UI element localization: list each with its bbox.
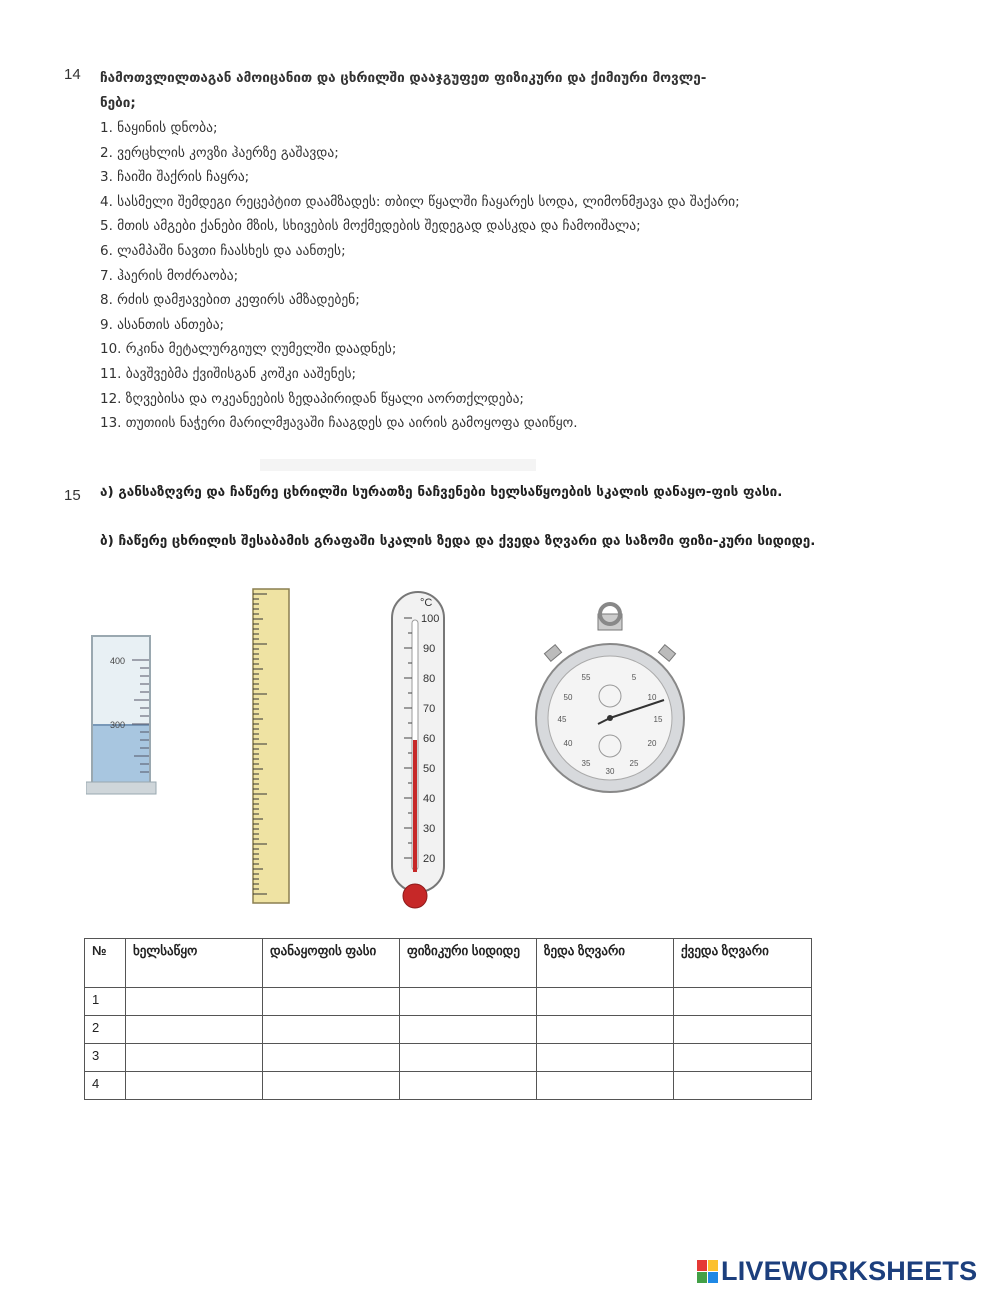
list-item: 2. ვერცხლის კოვზი ჰაერზე გაშავდა; <box>100 144 339 161</box>
thermometer-label: 20 <box>423 853 436 865</box>
thermometer-label: 90 <box>423 643 436 655</box>
stopwatch-label: 10 <box>647 693 657 702</box>
thermometer-label: 60 <box>423 733 436 745</box>
stopwatch-label: 55 <box>581 673 591 682</box>
logo-text: LIVEWORKSHEETS <box>721 1256 978 1286</box>
table-row <box>85 1044 812 1072</box>
thermometer-image <box>390 590 446 916</box>
stopwatch-label: 50 <box>563 693 573 702</box>
stopwatch-image <box>532 600 688 804</box>
answer-cell[interactable] <box>263 1016 400 1044</box>
answer-cell[interactable] <box>126 988 263 1016</box>
header-instrument: ხელსაწყო <box>126 939 263 988</box>
thermometer-label: 30 <box>423 823 436 835</box>
answer-cell[interactable] <box>674 1016 812 1044</box>
measuring-cylinder-image <box>86 630 158 796</box>
liveworksheets-logo[interactable] <box>697 1256 977 1287</box>
stopwatch-label: 20 <box>647 739 657 748</box>
question-14-title <box>100 66 840 115</box>
answer-cell[interactable] <box>263 1072 400 1100</box>
ruler-image <box>252 588 290 904</box>
stopwatch-label: 5 <box>631 673 637 682</box>
row-number: 1 <box>85 988 126 1016</box>
row-number: 4 <box>85 1072 126 1100</box>
answer-cell[interactable] <box>400 988 537 1016</box>
table-header-row <box>85 939 812 988</box>
answer-cell[interactable] <box>537 1016 674 1044</box>
list-item: 8. რძის დამჟავებით კეფირს ამზადებენ; <box>100 292 360 309</box>
question-14-list <box>100 116 825 436</box>
list-item: 9. ასანთის ანთება; <box>100 316 225 333</box>
list-item: 6. ლამპაში ნავთი ჩაასხეს და აანთეს; <box>100 242 346 259</box>
answer-cell[interactable] <box>400 1044 537 1072</box>
faint-scan-artifact <box>260 459 536 471</box>
stopwatch-label: 45 <box>557 715 567 724</box>
stopwatch-label: 30 <box>605 767 615 776</box>
thermometer-label: 100 <box>421 613 440 625</box>
thermometer-label: 80 <box>423 673 436 685</box>
thermometer-unit: °C <box>420 597 433 609</box>
stopwatch-label: 40 <box>563 739 573 748</box>
thermometer-label: 40 <box>423 793 436 805</box>
answer-cell[interactable] <box>126 1044 263 1072</box>
answer-cell[interactable] <box>263 1044 400 1072</box>
thermometer-label: 50 <box>423 763 436 775</box>
logo-blocks-icon <box>697 1260 719 1284</box>
list-item: 4. სასმელი შემდეგი რეცეპტით დაამზადეს: თბილ წყალში ჩაყარეს სოდა, ლიმონმჟავა და შაქარი; <box>100 193 740 210</box>
row-number: 3 <box>85 1044 126 1072</box>
answer-cell[interactable] <box>126 1016 263 1044</box>
answer-cell[interactable] <box>537 1072 674 1100</box>
list-item: 13. თუთიის ნაჭერი მარილმჟავაში ჩააგდეს და აირის გამოყოფა დაიწყო. <box>100 415 578 432</box>
answer-table <box>84 938 812 1100</box>
answer-cell[interactable] <box>537 1044 674 1072</box>
stopwatch-label: 25 <box>629 759 639 768</box>
question-14-title-line2: ნები; <box>100 94 136 111</box>
header-number: № <box>85 939 126 988</box>
question-15-part-b: ბ) ჩაწერე ცხრილის შესაბამის გრაფაში სკალის ზედა და ქვედა ზღვარი და საზომი ფიზი-კური სიდიდე. <box>100 533 816 549</box>
header-lower-limit: ქვედა ზღვარი <box>674 939 812 988</box>
answer-cell[interactable] <box>674 1072 812 1100</box>
answer-cell[interactable] <box>674 1044 812 1072</box>
list-item: 5. მთის ამგები ქანები მზის, სხივების მოქმედების შედეგად დასკდა და ჩამოიშალა; <box>100 218 641 235</box>
question-15-number: 15 <box>64 487 81 504</box>
list-item: 7. ჰაერის მოძრაობა; <box>100 267 239 284</box>
list-item: 12. ზღვებისა და ოკეანეების ზედაპირიდან წყალი აორთქლდება; <box>100 390 524 407</box>
stopwatch-label: 15 <box>653 715 663 724</box>
answer-cell[interactable] <box>400 1072 537 1100</box>
question-14-title-line1: ჩამოთვლილთაგან ამოიცანით და ცხრილში დააჯგუფეთ ფიზიკური და ქიმიური მოვლე- <box>100 70 707 86</box>
answer-cell[interactable] <box>263 988 400 1016</box>
list-item: 11. ბავშვებმა ქვიშისგან კოშკი ააშენეს; <box>100 365 357 382</box>
stopwatch-label: 35 <box>581 759 591 768</box>
header-physical-quantity: ფიზიკური სიდიდე <box>400 939 537 988</box>
answer-cell[interactable] <box>400 1016 537 1044</box>
header-upper-limit: ზედა ზღვარი <box>537 939 674 988</box>
list-item: 1. ნაყინის დნობა; <box>100 120 218 136</box>
answer-cell[interactable] <box>674 988 812 1016</box>
thermometer-label: 70 <box>423 703 436 715</box>
cylinder-label-300: 300 <box>110 720 126 730</box>
table-row <box>85 1072 812 1100</box>
answer-cell[interactable] <box>537 988 674 1016</box>
row-number: 2 <box>85 1016 126 1044</box>
answer-cell[interactable] <box>126 1072 263 1100</box>
list-item: 3. ჩაიში შაქრის ჩაყრა; <box>100 169 250 186</box>
cylinder-label-400: 400 <box>110 656 126 666</box>
question-15-part-a: ა) განსაზღვრე და ჩაწერე ცხრილში სურათზე ნაჩვენები ხელსაწყოების სკალის დანაყო-ფის ფასი. <box>100 484 783 500</box>
question-14-number: 14 <box>64 66 81 83</box>
table-row <box>85 1016 812 1044</box>
header-division-value: დანაყოფის ფასი <box>263 939 400 988</box>
table-row <box>85 988 812 1016</box>
list-item: 10. რკინა მეტალურგიულ ღუმელში დაადნეს; <box>100 341 397 358</box>
